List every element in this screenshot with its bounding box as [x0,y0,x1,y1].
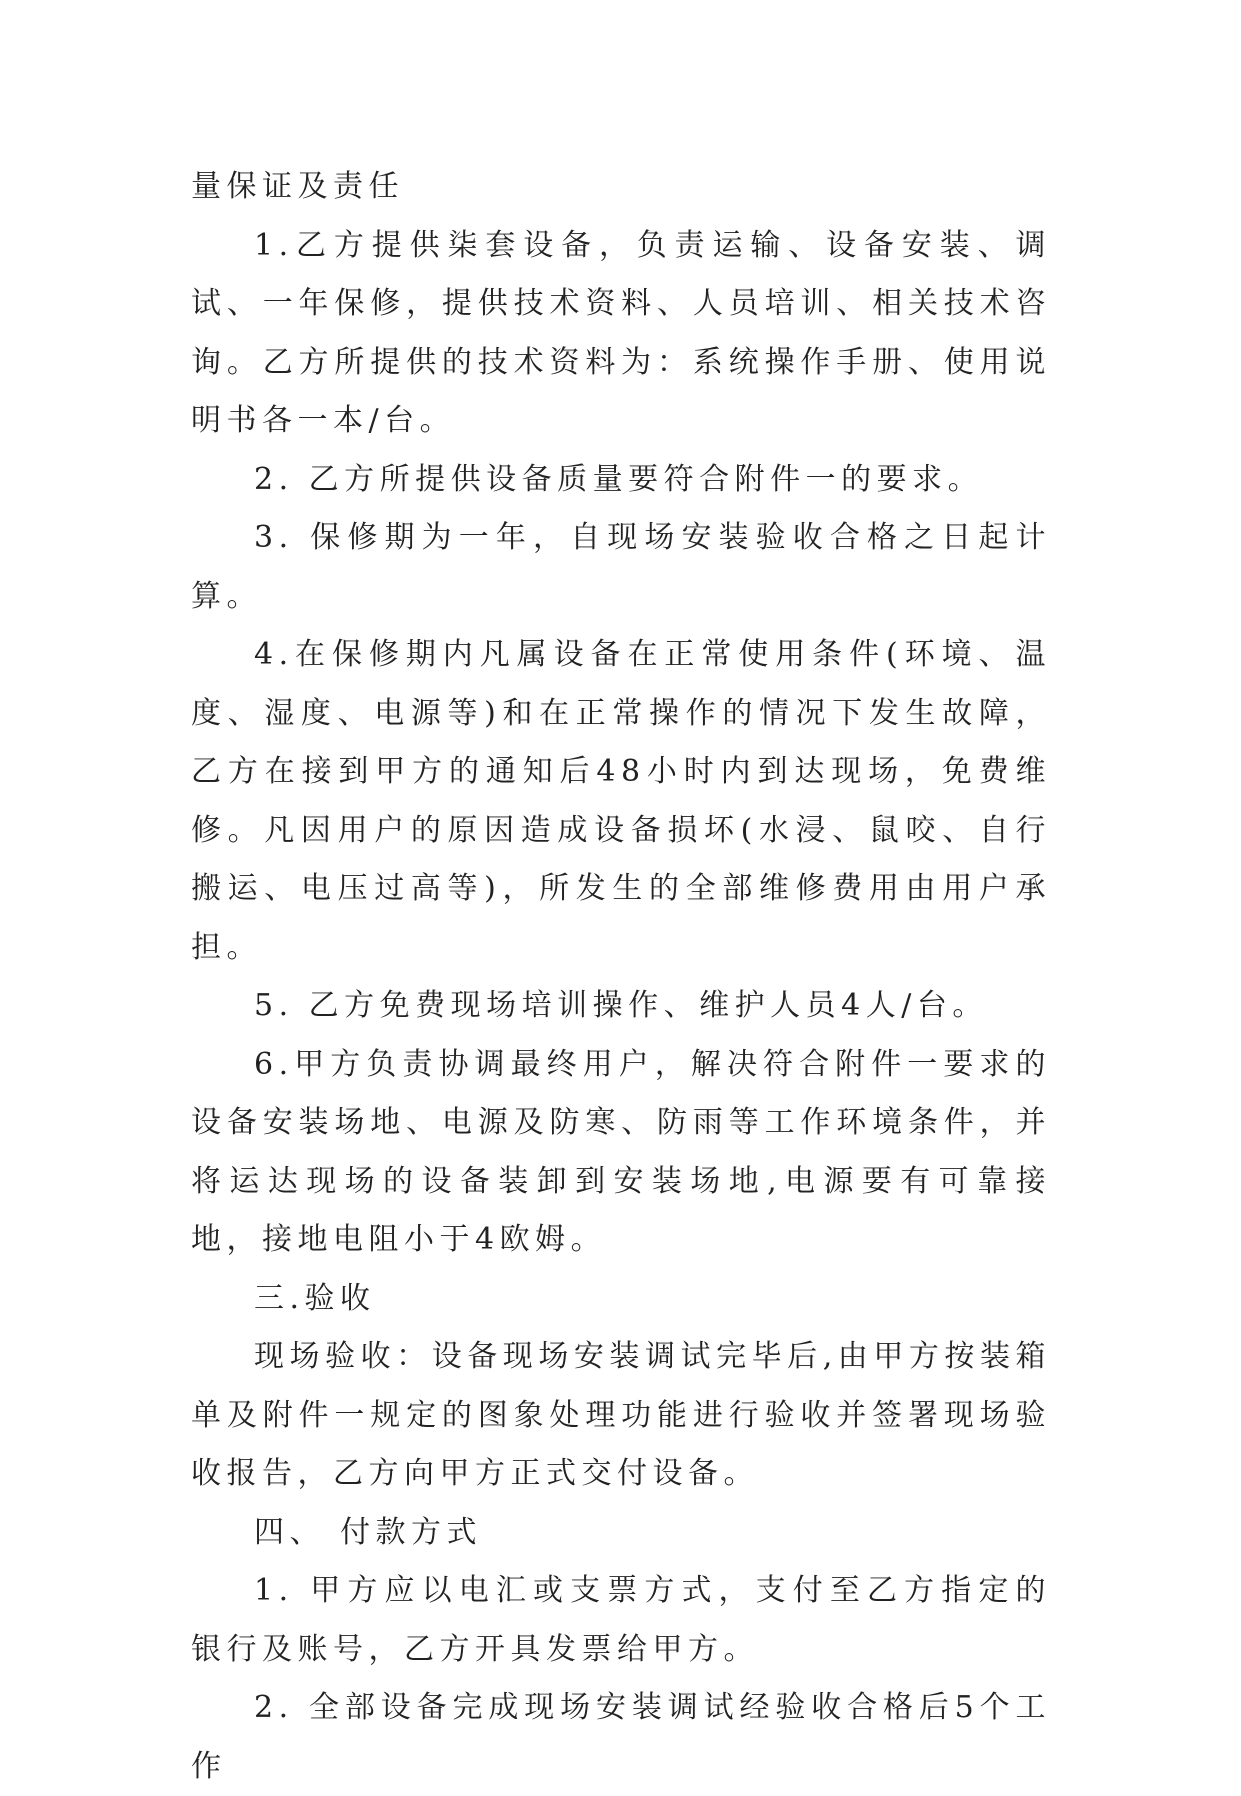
paragraph-item-4: 4.在保修期内凡属设备在正常使用条件(环境、温度、湿度、电源等)和在正常操作的情况下发生故障，乙方在接到甲方的通知后48小时内到达现场，免费维修。凡因用户的原因造成设备损坏(水浸、鼠咬、自行搬运、电压过高等)，所发生的全部维修费用由用户承担。 [191,637,1051,965]
paragraph-item-6: 6.甲方负责协调最终用户，解决符合附件一要求的设备安装场地、电源及防寒、防雨等工作环境条件，并将运达现场的设备装卸到安装场地,电源要有可靠接地，接地电阻小于4欧姆。 [191,1046,1051,1257]
paragraph-payment-1: 1. 甲方应以电汇或支票方式，支付至乙方指定的银行及账号，乙方开具发票给甲方。 [191,1573,1051,1667]
paragraph-heading-continuation: 量保证及责任 [191,169,404,204]
paragraph-payment-2: 2. 全部设备完成现场安装调试经验收合格后5个工作 [191,1690,1051,1784]
paragraph-item-2: 2. 乙方所提供设备质量要符合附件一的要求。 [254,461,984,497]
document-page [191,158,1051,1796]
paragraph-item-5: 5. 乙方免费现场培训操作、维护人员4人/台。 [254,988,988,1023]
paragraph-acceptance: 现场验收：设备现场安装调试完毕后,由甲方按装箱单及附件一规定的图象处理功能进行验收并签署现场验收报告，乙方向甲方正式交付设备。 [191,1339,1051,1491]
section-heading-payment: 四、 付款方式 [254,1514,483,1550]
section-heading-acceptance: 三.验收 [254,1280,376,1316]
paragraph-item-3: 3. 保修期为一年，自现场安装验收合格之日起计算。 [191,520,1051,614]
paragraph-item-1: 1.乙方提供柒套设备，负责运输、设备安装、调试、一年保修，提供技术资料、人员培训、相关技术咨询。乙方所提供的技术资料为：系统操作手册、使用说明书各一本/台。 [191,227,1051,438]
